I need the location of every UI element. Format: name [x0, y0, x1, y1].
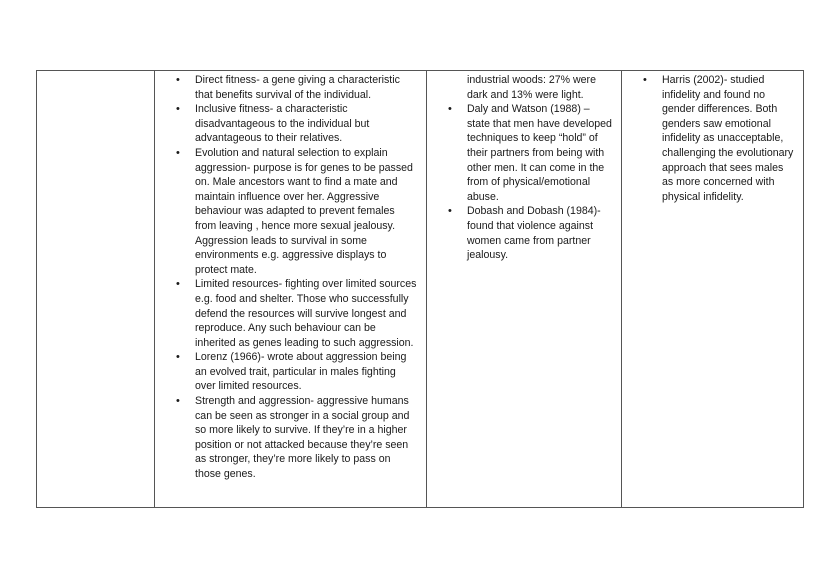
- list-item: • Direct fitness- a gene giving a characteristic that benefits survival of the individual.: [155, 73, 418, 102]
- list-item: • Lorenz (1966)- wrote about aggression being an evolved trait, particular in males fighting over limited resources.: [155, 350, 418, 394]
- bullet-list: [155, 71, 426, 482]
- bullet-list: [622, 71, 803, 204]
- evolution-points-cell: [155, 71, 427, 508]
- research-cell: [427, 71, 622, 508]
- list-item: • Evolution and natural selection to explain aggression- purpose is for genes to be passed on. Male ancestors want to find a mate and maintain influence over her. Aggressive behaviour was adapted to prevent females from leaving , hence more sexual jealousy. Aggression leads to survival in some environments e.g. aggressive displays to protect mate.: [155, 146, 418, 277]
- continued-text: industrial woods: 27% were dark and 13% were light.: [467, 74, 596, 101]
- list-item: • Harris (2002)- studied infidelity and found no gender differences. Both genders saw emotional infidelity as unacceptable, challenging the evolutionary approach that sees males as more concerned with physical infidelity.: [622, 73, 797, 204]
- empty-cell: [37, 71, 155, 508]
- evaluation-cell: [622, 71, 804, 508]
- bullet-list: [427, 102, 621, 263]
- list-item: • Limited resources- fighting over limited sources e.g. food and shelter. Those who successfully defend the resources will survive longest and reproduce. Any such behaviour can be inherited as genes leading to such aggression.: [155, 277, 418, 350]
- list-item: • Inclusive fitness- a characteristic disadvantageous to the individual but advantageous to their relatives.: [155, 102, 418, 146]
- list-item: • Dobash and Dobash (1984)- found that violence against women came from partner jealousy.: [427, 204, 615, 262]
- list-item: • Daly and Watson (1988) – state that men have developed techniques to keep “hold” of their partners from being with other men. It can come in the from of physical/emotional abuse.: [427, 102, 615, 204]
- table-row: [37, 71, 804, 508]
- list-item: • Strength and aggression- aggressive humans can be seen as stronger in a social group and so more likely to survive. If they’re in a higher position or not attacked because they’re seen as stronger, they’re more likely to pass on those genes.: [155, 394, 418, 482]
- notes-table: [36, 70, 804, 508]
